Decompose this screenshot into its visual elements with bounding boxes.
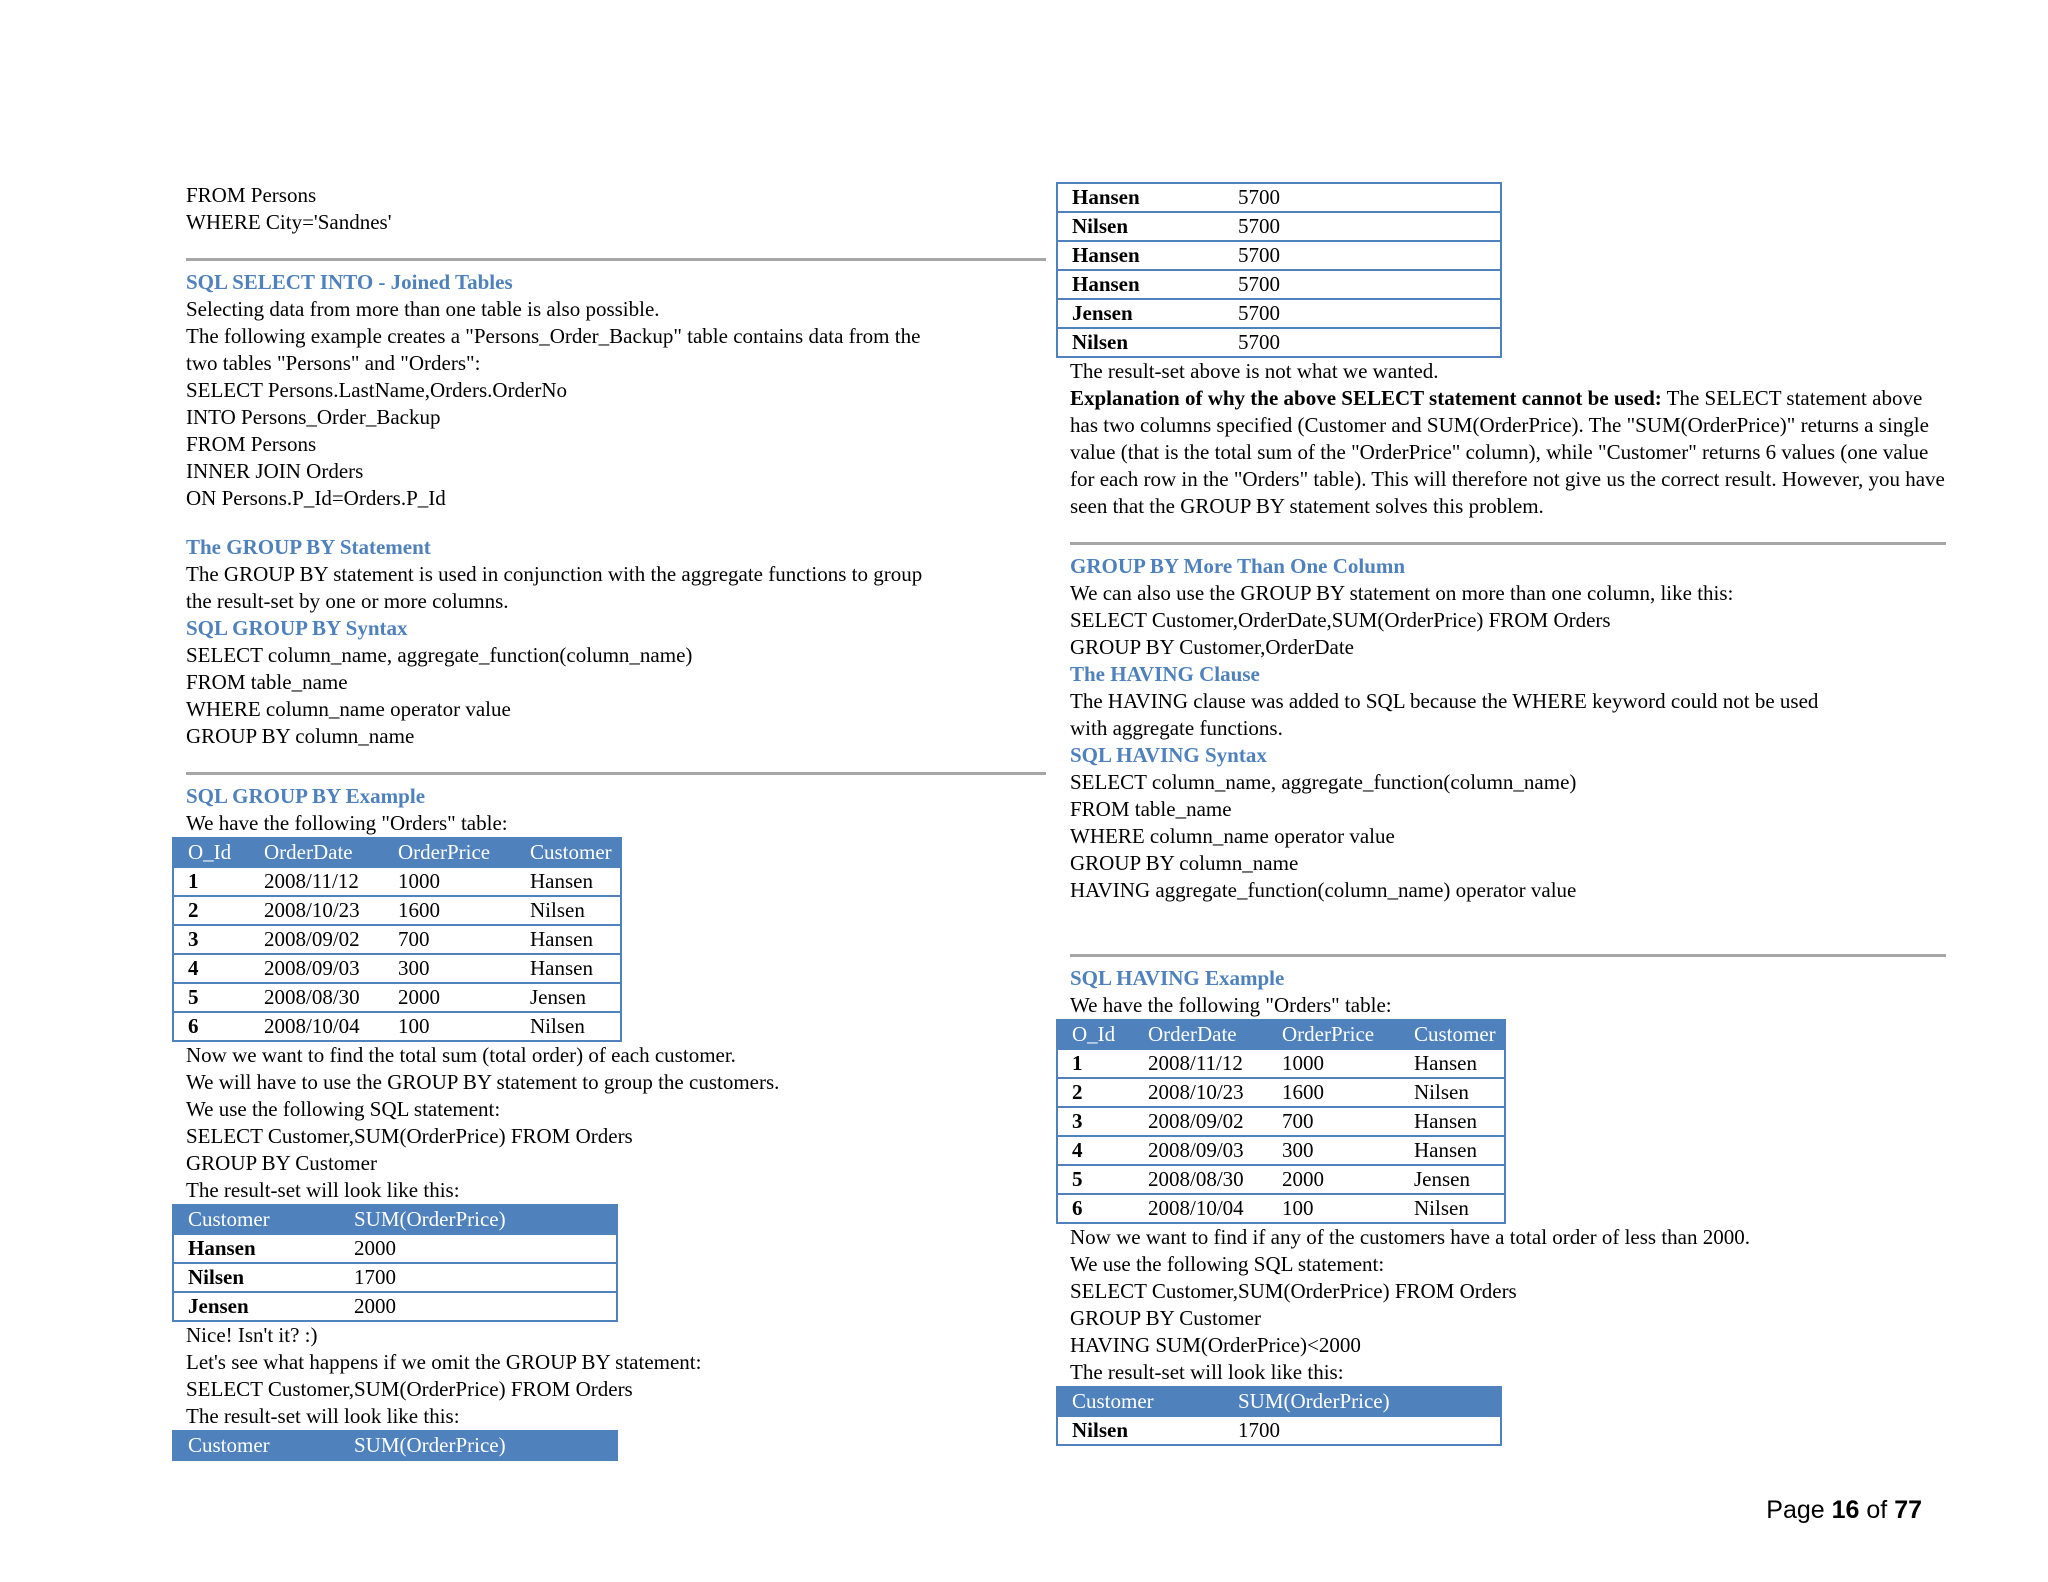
table-cell: 2 [173,896,250,925]
table-cell: Nilsen [1057,328,1224,357]
no-group-result-table-header [172,1430,618,1461]
table-cell: Jensen [1400,1165,1505,1194]
text-line: Selecting data from more than one table is also possible. [186,297,660,321]
table-cell: Hansen [1400,1107,1505,1136]
text-line: The result-set above is not what we wanted. [1070,359,1439,383]
table-row [1057,1107,1505,1136]
table-cell: Hansen [1057,241,1224,270]
code-line: GROUP BY column_name [186,724,415,748]
table-cell: 2000 [1268,1165,1400,1194]
table-cell: 2008/08/30 [250,983,384,1012]
table-cell: 2008/10/23 [250,896,384,925]
table-cell: 1700 [340,1263,617,1292]
intro-lines [186,182,1046,236]
text-line: The GROUP BY statement is used in conjunction with the aggregate functions to group [186,562,923,586]
table-cell: 1600 [384,896,516,925]
table-row [173,1234,617,1263]
text-line: two tables "Persons" and "Orders": [186,351,481,375]
text-line: The result-set will look like this: [186,1178,460,1202]
table-cell: 4 [173,954,250,983]
code-line: SELECT column_name, aggregate_function(column_name) [186,643,693,667]
right-column [1070,182,1946,1446]
table-cell: Nilsen [1057,1416,1224,1445]
table-header-row [1057,1387,1501,1416]
column-header: Customer [173,1205,340,1234]
code-line: WHERE column_name operator value [1070,824,1395,848]
table-cell: 300 [1268,1136,1400,1165]
column-header: OrderDate [250,838,384,867]
explanation-paragraph [1070,385,1946,520]
table-cell: Hansen [1057,183,1224,212]
table-cell: 2000 [340,1292,617,1321]
section-divider [1070,954,1946,957]
table-cell: 2008/11/12 [1134,1049,1268,1078]
text-line: with aggregate functions. [1070,716,1283,740]
table-row [1057,212,1501,241]
column-header: SUM(OrderPrice) [340,1431,617,1460]
section-divider [186,258,1046,261]
column-header: O_Id [1057,1020,1134,1049]
text-line: the result-set by one or more columns. [186,589,509,613]
table-row [1057,183,1501,212]
code-line: HAVING SUM(OrderPrice)<2000 [1070,1333,1361,1357]
table-row [1057,241,1501,270]
page-number-footer [1766,1496,1922,1525]
text-line: Now we want to find the total sum (total order) of each customer. [186,1043,736,1067]
column-header: Customer [1400,1020,1505,1049]
table-cell: Jensen [173,1292,340,1321]
code-line: SELECT Customer,SUM(OrderPrice) FROM Orders [186,1124,633,1148]
table-cell: 5700 [1224,270,1501,299]
table-cell: Nilsen [1400,1194,1505,1223]
code-line: FROM table_name [1070,797,1232,821]
table-cell: 2008/09/02 [1134,1107,1268,1136]
text-line: We can also use the GROUP BY statement on more than one column, like this: [1070,581,1734,605]
table-cell: 1700 [1224,1416,1501,1445]
table-cell: 3 [173,925,250,954]
text-line: We have the following "Orders" table: [186,811,508,835]
table-cell: 2000 [384,983,516,1012]
table-cell: 1 [1057,1049,1134,1078]
code-line: SELECT column_name, aggregate_function(column_name) [1070,770,1577,794]
code-line: INNER JOIN Orders [186,459,364,483]
code-line: SELECT Persons.LastName,Orders.OrderNo [186,378,568,402]
no-group-result-table [1056,182,1502,358]
code-line: FROM Persons [186,432,317,456]
section-heading: SQL GROUP BY Syntax [186,616,408,640]
text-line: WHERE City='Sandnes' [186,210,392,234]
code-line: FROM table_name [186,670,348,694]
section-heading: SQL HAVING Example [1070,966,1285,990]
code-line: SELECT Customer,SUM(OrderPrice) FROM Orders [186,1377,633,1401]
table-cell: 700 [384,925,516,954]
table-cell: 5700 [1224,212,1501,241]
table-cell: Hansen [173,1234,340,1263]
table-cell: 2008/09/03 [250,954,384,983]
column-header: Customer [173,1431,340,1460]
table-cell: 2008/10/04 [250,1012,384,1041]
explanation-lead: Explanation of why the above SELECT statement cannot be used: [1070,386,1662,410]
table-cell: 1000 [384,867,516,896]
column-header: OrderPrice [384,838,516,867]
table-cell: Nilsen [516,896,621,925]
column-header: O_Id [173,838,250,867]
text-line: FROM Persons [186,183,317,207]
text-line: Now we want to find if any of the customers have a total order of less than 2000. [1070,1225,1750,1249]
text-line: We will have to use the GROUP BY statement to group the customers. [186,1070,780,1094]
table-header-row [173,838,621,867]
section-divider [1070,542,1946,545]
table-cell: 2008/11/12 [250,867,384,896]
table-cell: 5 [1057,1165,1134,1194]
section-heading: GROUP BY More Than One Column [1070,554,1406,578]
having-result-table [1056,1386,1502,1446]
column-header: SUM(OrderPrice) [1224,1387,1501,1416]
code-line: GROUP BY Customer,OrderDate [1070,635,1354,659]
section-heading: The GROUP BY Statement [186,535,431,559]
table-cell: Jensen [1057,299,1224,328]
table-cell: 2008/09/03 [1134,1136,1268,1165]
text-line: The HAVING clause was added to SQL because the WHERE keyword could not be used [1070,689,1819,713]
table-header-row [1057,1020,1505,1049]
text-line: We use the following SQL statement: [1070,1252,1385,1276]
group-by-result-table [172,1204,618,1322]
column-header: OrderDate [1134,1020,1268,1049]
table-cell: 2008/10/23 [1134,1078,1268,1107]
column-header: Customer [1057,1387,1224,1416]
table-row [173,1292,617,1321]
text-line: The result-set will look like this: [186,1404,460,1428]
table-cell: Jensen [516,983,621,1012]
total-page-count: 77 [1894,1496,1922,1524]
table-cell: 6 [1057,1194,1134,1223]
table-row [173,925,621,954]
text-line: We have the following "Orders" table: [1070,993,1392,1017]
explanation-body: The SELECT statement above has two columns specified (Customer and SUM(OrderPrice). The "SUM(OrderPrice)" returns a single value (that is the total sum of the "OrderPrice" column), while "Customer" returns 6 values (one value for each row in the "Orders" table). This will therefore not give us the correct result. However, you have seen that the GROUP BY statement solves this problem. [1070,386,1945,518]
code-line: GROUP BY Customer [186,1151,377,1175]
section-body [186,296,1046,512]
text-line: The result-set will look like this: [1070,1360,1344,1384]
section-heading: The HAVING Clause [1070,662,1260,686]
orders-table [172,837,622,1042]
column-header: OrderPrice [1268,1020,1400,1049]
section-heading: SQL HAVING Syntax [1070,743,1267,767]
table-header-row [173,1205,617,1234]
table-cell: 700 [1268,1107,1400,1136]
code-line: WHERE column_name operator value [186,697,511,721]
table-cell: 5700 [1224,183,1501,212]
table-row [1057,1416,1501,1445]
table-cell: 100 [384,1012,516,1041]
table-cell: 5700 [1224,299,1501,328]
table-cell: Hansen [1057,270,1224,299]
table-cell: 2008/09/02 [250,925,384,954]
text-line: Nice! Isn't it? :) [186,1323,318,1347]
having-orders-table [1056,1019,1506,1224]
table-header-row [173,1431,617,1460]
text-line: Let's see what happens if we omit the GROUP BY statement: [186,1350,702,1374]
table-cell: 5 [173,983,250,1012]
code-line: GROUP BY Customer [1070,1306,1261,1330]
table-cell: Nilsen [173,1263,340,1292]
table-cell: 2008/08/30 [1134,1165,1268,1194]
section-heading: SQL GROUP BY Example [186,784,426,808]
table-cell: 1600 [1268,1078,1400,1107]
table-row [173,867,621,896]
table-cell: Hansen [516,867,621,896]
code-line: GROUP BY column_name [1070,851,1299,875]
column-header: SUM(OrderPrice) [340,1205,617,1234]
column-header: Customer [516,838,621,867]
table-cell: 4 [1057,1136,1134,1165]
table-cell: 1 [173,867,250,896]
footer-prefix: Page [1766,1496,1832,1524]
table-cell: Hansen [1400,1136,1505,1165]
text-line: The following example creates a "Persons_Order_Backup" table contains data from the [186,324,921,348]
table-cell: 2008/10/04 [1134,1194,1268,1223]
code-line: SELECT Customer,OrderDate,SUM(OrderPrice) FROM Orders [1070,608,1611,632]
table-cell: 5700 [1224,241,1501,270]
table-cell: Hansen [516,925,621,954]
table-cell: 300 [384,954,516,983]
table-row [1057,1136,1505,1165]
current-page-number: 16 [1831,1496,1860,1524]
text-line: We use the following SQL statement: [186,1097,501,1121]
section-heading: SQL SELECT INTO - Joined Tables [186,270,513,294]
table-cell: Nilsen [516,1012,621,1041]
table-row [1057,1049,1505,1078]
table-cell: Hansen [1400,1049,1505,1078]
code-line: ON Persons.P_Id=Orders.P_Id [186,486,446,510]
table-cell: 5700 [1224,328,1501,357]
table-cell: 1000 [1268,1049,1400,1078]
table-cell: 6 [173,1012,250,1041]
table-row [1057,270,1501,299]
code-line: SELECT Customer,SUM(OrderPrice) FROM Orders [1070,1279,1517,1303]
table-row [1057,1194,1505,1223]
footer-middle: of [1859,1496,1895,1524]
table-cell: 2000 [340,1234,617,1263]
table-row [173,896,621,925]
table-row [173,1263,617,1292]
table-cell: Nilsen [1400,1078,1505,1107]
table-cell: Hansen [516,954,621,983]
table-row [1057,1165,1505,1194]
table-row [173,983,621,1012]
table-row [1057,328,1501,357]
table-row [1057,299,1501,328]
table-row [1057,1078,1505,1107]
section-divider [186,772,1046,775]
table-row [173,954,621,983]
table-cell: Nilsen [1057,212,1224,241]
code-line: INTO Persons_Order_Backup [186,405,441,429]
table-row [173,1012,621,1041]
left-column [186,182,1046,1461]
table-cell: 2 [1057,1078,1134,1107]
table-cell: 100 [1268,1194,1400,1223]
table-cell: 3 [1057,1107,1134,1136]
code-line: HAVING aggregate_function(column_name) operator value [1070,878,1577,902]
